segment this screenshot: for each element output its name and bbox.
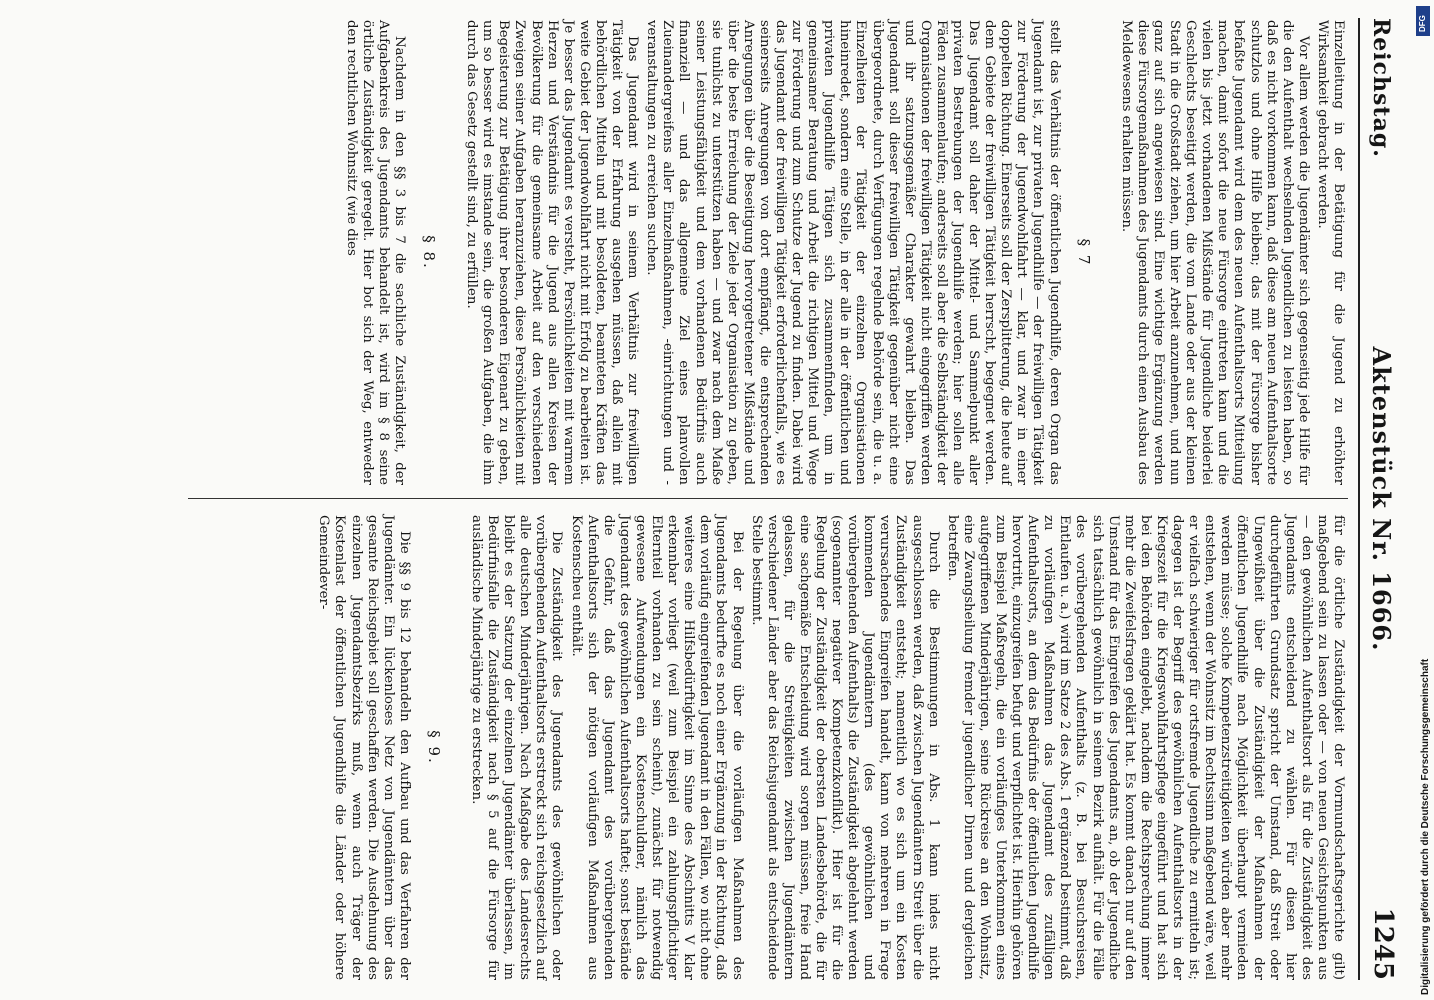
header-document-number: Aktenstück Nr. 1666. <box>1367 346 1396 652</box>
paragraph: Nachdem in den §§ 3 bis 7 die sachliche Zuständigkeit, der Aufgabenkreis des Jugendamts behandelt ist, wird im § 8 seine örtliche Zuständigkeit geregelt. Hier bot sich der Weg, entweder den rechtlichen Wohnsitz (wie dies <box>343 20 408 485</box>
paragraph: Durch die Bestimmungen in Abs. 1 kann indes nicht ausgeschlossen werden, daß zwischen Jugendämtern Streit über die Zuständigkeit entsteht; namentlich wo es sich um ein Kosten verursachendes Eingreifen handelt, kann von mehreren in Frage kommenden Jugendämtern (des gewöhnlichen und vorübergehenden Aufenthalts) die Zuständigkeit abgelehnt werden (sogenannter negativer Kompetenzkonflikt). Hier ist für die Regelung der Zuständigkeit der obersten Landesbehörde, die für eine sachgemäße Entscheidung wird sorgen müssen, freie Hand gelassen, für die Streitigkeiten zwischen Jugendämtern verschiedener Länder aber das Reichsjugendamt als entscheidende Stelle bestimmt. <box>748 515 941 980</box>
paragraph: Die §§ 9 bis 12 behandeln den Aufbau und das Verfahren der Jugendämter. Ein lückenloses Netz von Jugendämtern über das gesamte Reichsgebiet soll geschaffen werden. Die Ausdehnung des einzelnen Jugendamtsbezirks muß, wenn auch Träger der Kostenlast der öffentlichen Jugendhilfe die Länder oder höhere Gemeindever- <box>316 515 412 980</box>
section-heading-8: § 8. <box>420 235 439 270</box>
header-publication: Reichstag. <box>1368 18 1394 158</box>
digitization-credit <box>1414 0 1434 1000</box>
section-heading-7: § 7 <box>1074 238 1093 267</box>
dfg-logo-text: DFG <box>1418 15 1427 32</box>
paragraph: Vor allem werden die Jugendämter sich gegenseitig jede Hilfe für die den Aufenthalt wechselnden Jugendlichen zu leisten haben, so daß es nicht vorkommen kann, daß diese am neuen Aufenthaltsorte schutzlos und ohne Hilfe bleiben; das mit der Fürsorge bisher befaßte Jugendamt wird dem des neuen Aufenthaltsorts Mitteilung machen, damit sofort die neue Fürsorge eintreten kann und die vielen bis jetzt vorhandenen Mißstände für Jugendliche beiderlei Geschlechts beseitigt werden, die vom Lande oder aus der kleinen Stadt in die Großstadt ziehen, um hier Arbeit anzunehmen, und nun ganz auf sich angewiesen sind. Eine wichtige Ergänzung werden diese Fürsorgemaßnahmen des Jugendamts durch einen Ausbau des Meldewesens erhalten müssen. <box>1118 20 1311 485</box>
paragraph: Bei der Regelung über die vorläufigen Maßnahmen des Jugendamts bedurfte es noch einer Ergänzung in der Richtung, daß dem vorläufig eingreifenden Jugendamt in den Fällen, wo nicht ohne weiteres eine Hilfsbedürftigkeit im Sinne des Abschnitts V klar erkennbar vorliegt (weil zum Beispiel ein zahlungspflichtiger Elternteil vorhanden zu sein scheint), zunächst für notwendig gewesene Aufwendungen ein Kostenschuldner, nämlich das Jugendamt des gewöhnlichen Aufenthaltsorts haftet; sonst bestände die Gefahr, daß das Jugendamt des vorübergehenden Aufenthaltsorts sich der nötigen vorläufigen Maßnahmen aus Kostenscheu enthält. <box>568 515 745 980</box>
page-header <box>1358 18 1400 980</box>
digitization-credit-text: Digitalisierung gefördert durch die Deutsche Forschungsgemeinschaft <box>1420 658 1431 995</box>
right-text-column <box>312 515 1346 980</box>
paragraph: für die örtliche Zuständigkeit der Vormundschaftsgerichte gilt) maßgebend sein zu lassen oder — von neuen Gesichtspunkten aus — den gewöhnlichen Aufenthaltsort als für die Zuständigkeit des Jugendamts entscheidend zu wählen. Für diesen hier durchgeführten Grundsatz spricht der Umstand, daß Streit oder Ungewißheit über die Zuständigkeit der Maßnahmen der öffentlichen Jugendhilfe nach Möglichkeit überhaupt vermieden werden müsse; solche Kompetenzstreitigkeiten würden aber mehr entstehen, wenn der Wohnsitz im Rechtssinn maßgebend wäre, weil er vielfach schwieriger für ortsfremde Jugendliche zu ermitteln ist; dagegen ist der Begriff des gewöhnlichen Aufenthaltsorts in der Kriegszeit für die Kriegswohlfahrtspflege eingeführt und hat sich bei den Behörden eingelebt, nachdem die Rechtsprechung immer mehr die Zweifelsfragen geklärt hat. Es kommt danach nur auf den Umstand für das Eingreifen des Jugendamts an, ob der Jugendliche sich tatsächlich gewöhnlich in seinem Bezirk aufhält. Für die Fälle des vorübergehenden Aufenthalts (z. B. bei Besuchsreisen, Entlaufen u. a.) wird im Satze 2 des Abs. 1 ergänzend bestimmt, daß zu vorläufigen Maßnahmen das Jugendamt des zufälligen Aufenthaltsorts, an dem das Bedürfnis der öffentlichen Jugendhilfe hervortritt, einzugreifen befugt und verpflichtet ist. Hierhin gehören zum Beispiel Maßregeln, die ein vorläufiges Unterkommen eines aufgegriffenen Minderjährigen, seine Rückreise an den Wohnsitz, eine Zwangsheilung fremder jugendlicher Dirnen und dergleichen betreffen. <box>944 515 1346 980</box>
paragraph: Einzelleitung in der Betätigung für die Jugend zu erhöhter Wirksamkeit gebracht werden. <box>1314 20 1346 485</box>
paragraph: Das Jugendamt wird in seinem Verhältnis zur freiwilligen Tätigkeit von der Erfahrung ausgehen müssen, daß allein mit behördlichen Mitteln und mit besoldeten, beamteten Kräften das weite Gebiet der Jugendwohlfahrt nicht mit Erfolg zu bearbeiten ist. Je besser das Jugendamt es versteht, Persönlichkeiten mit warmem Herzen und Verständnis für die Jugend aus allen Kreisen der Bevölkerung für die gemeinsame Arbeit auf den verschiedenen Zweigen seiner Aufgaben heranzuziehen, diese Persönlichkeiten mit Begeisterung zur Betätigung ihrer besonderen Eigenart zu geben, um so besser wird es imstande sein, die großen Aufgaben, die ihm durch das Gesetz gestellt sind, zu erfüllen. <box>464 20 641 485</box>
column-divider <box>188 498 1348 499</box>
left-text-column <box>340 20 1346 485</box>
paragraph: Die Zuständigkeit des Jugendamts des gewöhnlichen oder vorübergehenden Aufenthaltsorts erstreckt sich reichsgesetzlich auf alle deutschen Minderjährigen. Nach Maßgabe des Landesrechts bleibt es der Satzung der einzelnen Jugendämter überlassen, im Bedürfnisfalle die Zuständigkeit nach § 5 auf die Fürsorge für ausländische Minderjährige zu erstrecken. <box>469 515 565 980</box>
page-number: 1245 <box>1368 907 1398 980</box>
section-heading-9: § 9. <box>424 730 443 765</box>
paragraph: stellt das Verhältnis der öffentlichen Jugendhilfe, deren Organ das Jugendamt ist, zur privaten Jugendhilfe — der freiwilligen Tätigkeit zur Förderung der Jugendwohlfahrt — klar, und zwar in einer doppelten Richtung. Einerseits soll der Zersplitterung, die heute auf dem Gebiete der freiwilligen Tätigkeit herrscht, begegnet werden. Das Jugendamt soll daher der Mittel- und Sammelpunkt aller privaten Bestrebungen der Jugendhilfe werden; hier sollen alle Fäden zusammenlaufen; anderseits soll aber die Selbständigkeit der Organisationen der freiwilligen Tätigkeit nicht eingegriffen werden und ihr satzungsgemäßer Charakter gewahrt bleiben. Das Jugendamt soll dieser freiwilligen Tätigkeit gegenüber nicht eine übergeordnete, durch Verfügungen regelnde Behörde sein, die u. a. Einzelheiten der Tätigkeit der einzelnen Organisationen hineinredet, sondern eine Stelle, in der alle in der öffentlichen und privaten Jugendhilfe Tätigen sich zusammenfinden, um in gemeinsamer Beratung und Arbeit die richtigen Mittel und Wege zur Förderung und zum Schutze der Jugend zu finden. Dabei wird das Jugendamt der freiwilligen Tätigkeit erforderlichenfalls, wie es seinerseits Anregungen von dort empfängt, die entsprechenden Anregungen über die Beseitigung hervorgetretener Mißstände und über die beste Erreichung der Ziele jeder Organisation zu geben, sie tunlichst zu unterstützen haben — und zwar nach dem Maße seiner Leistungsfähigkeit und dem vorhandenen Bedürfnis auch finanziell — und das allgemeine Ziel eines planvollen Zueinandergreifens aller Einzelmaßnahmen, -einrichtungen und -veranstaltungen zu erreichen suchen. <box>644 20 1062 485</box>
